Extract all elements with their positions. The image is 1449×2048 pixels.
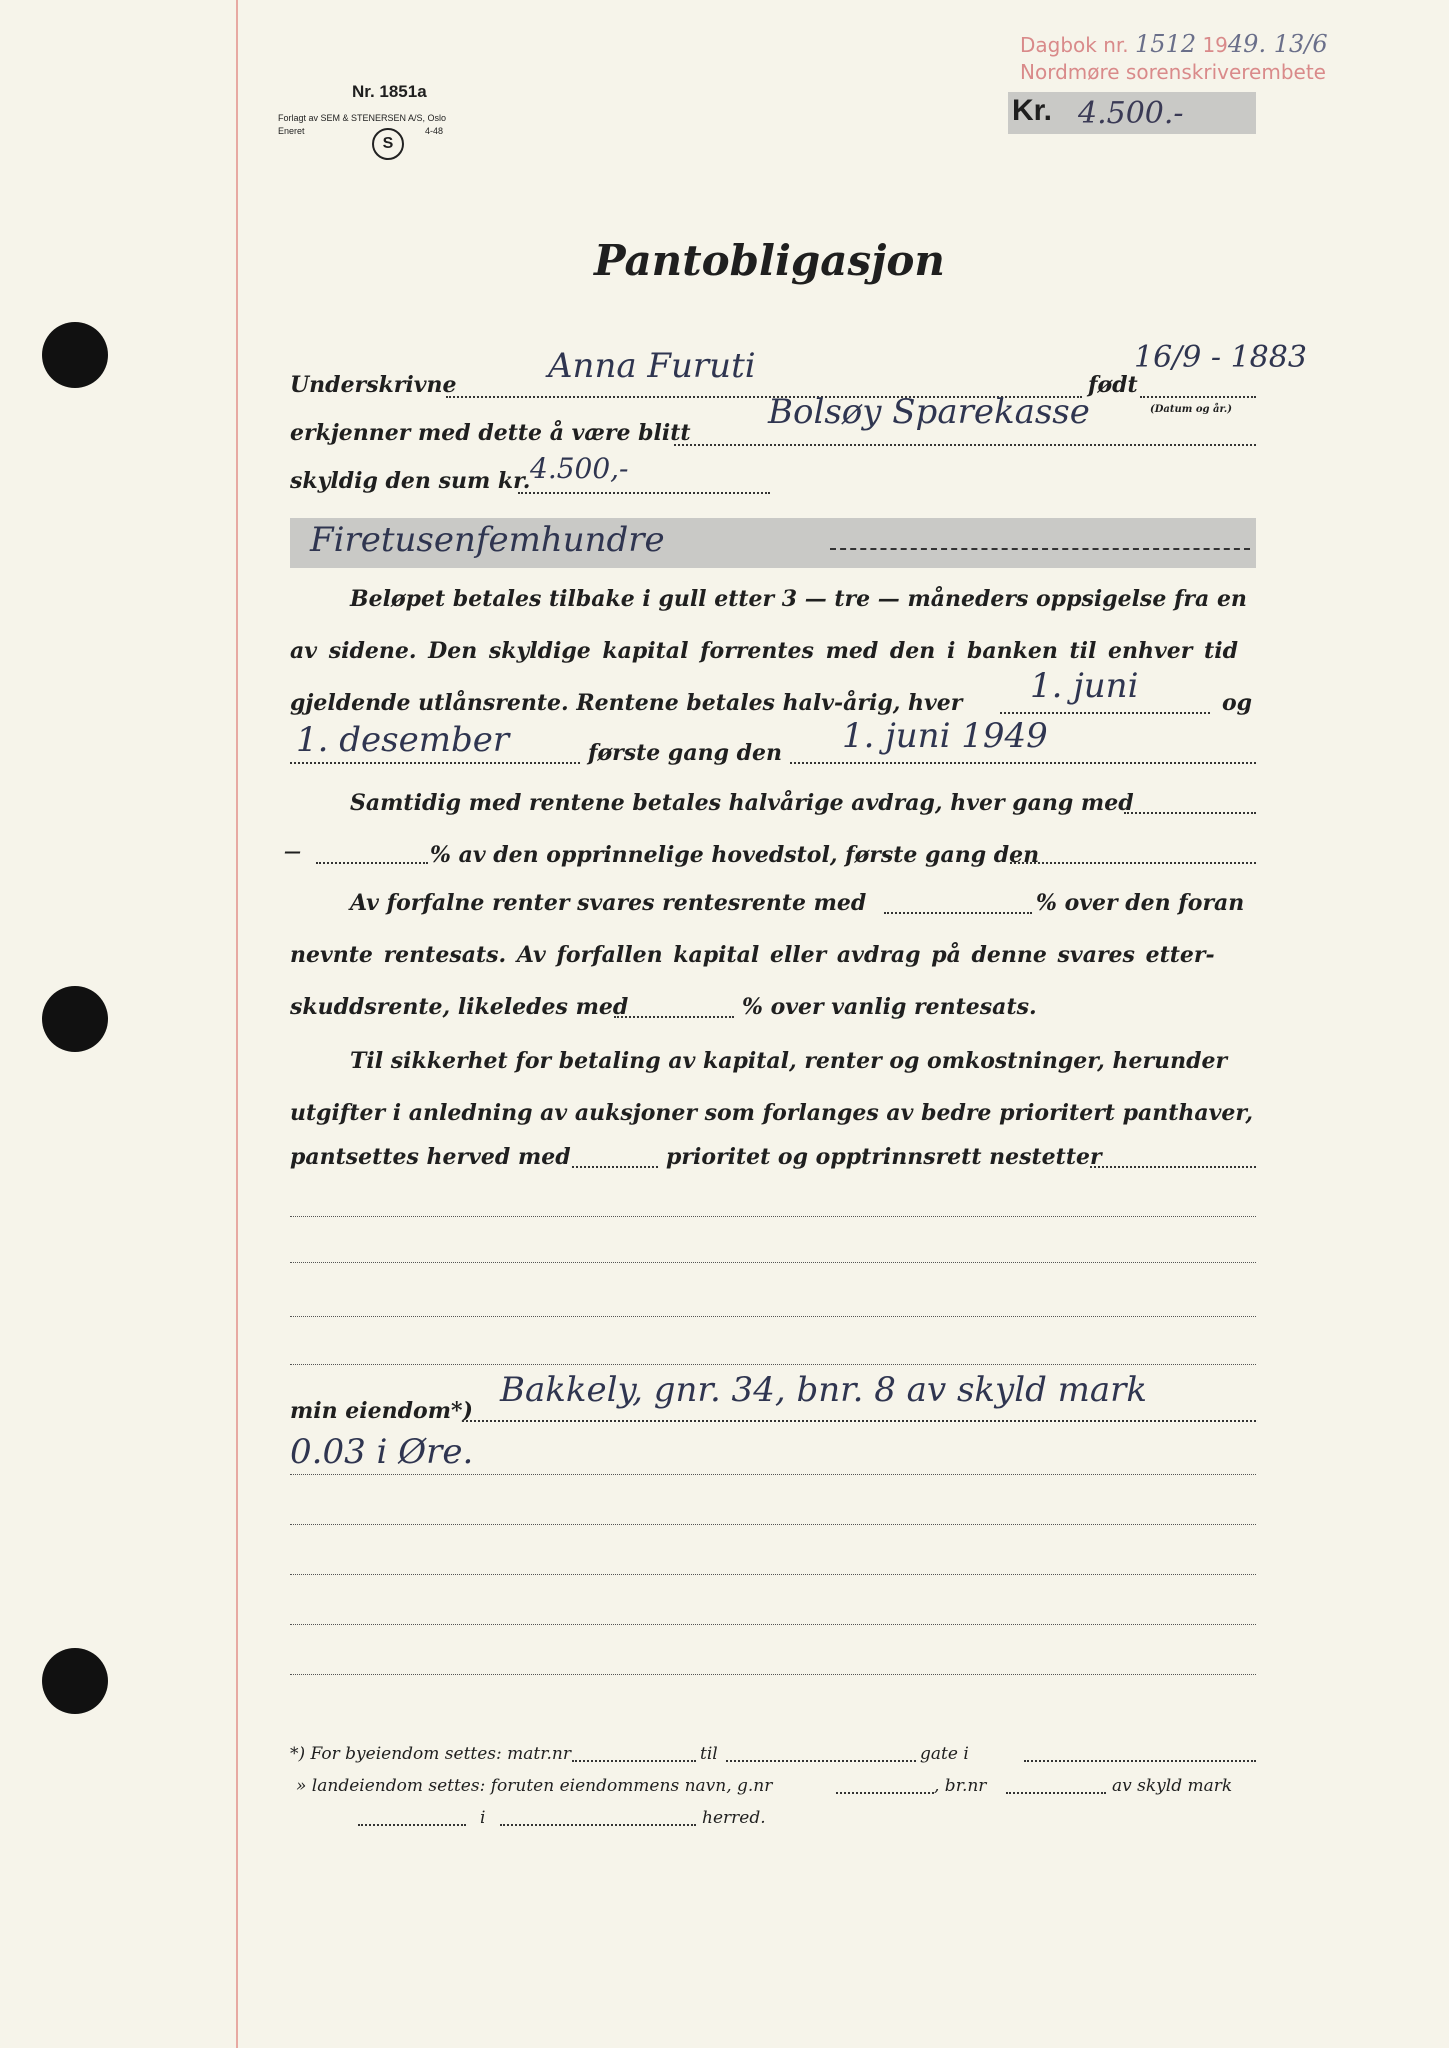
dotted-line [1090, 1166, 1256, 1168]
blank-line [290, 1524, 1256, 1525]
footnote-l3b: herred. [702, 1808, 766, 1828]
dotted-line [1140, 396, 1256, 398]
punch-hole [42, 322, 108, 388]
kr-label: Kr. [1012, 94, 1053, 127]
punch-hole [42, 1648, 108, 1714]
stamp-year: 19 [1202, 33, 1228, 57]
dashed-line [830, 548, 1250, 550]
p3-line3: skuddsrente, likeledes med [290, 994, 629, 1020]
dotted-line [572, 1166, 658, 1168]
underskrivne-label: Underskrivne [290, 372, 457, 398]
property-description: Bakkely, gnr. 34, bnr. 8 av skyld mark [500, 1370, 1148, 1410]
sum-figures: 4.500,- [530, 452, 629, 485]
interest-date-2: 1. desember [296, 720, 510, 760]
blank-line [290, 1364, 1256, 1365]
stamp-office: Nordmøre sorenskriverembete [1020, 60, 1326, 84]
footnote-l3a: i [480, 1808, 486, 1828]
footnote-l2c: av skyld mark [1112, 1776, 1233, 1796]
publisher-info [278, 112, 538, 138]
dotted-line [1000, 712, 1210, 714]
document-title: Pantobligasjon [594, 236, 945, 285]
forste-gang-label: første gang den [588, 740, 782, 766]
datum-hint: (Datum og år.) [1150, 404, 1233, 415]
p3-line1b: % over den foran [1036, 890, 1245, 916]
blank-line [290, 1262, 1256, 1263]
skyldig-label: skyldig den sum kr. [290, 468, 531, 494]
blank-line [290, 1316, 1256, 1317]
footnote-l2a: » landeiendom settes: foruten eiendommens navn, g.nr [296, 1776, 773, 1796]
margin-rule [236, 0, 238, 2048]
blank-line [290, 1474, 1256, 1475]
p2-line1: Samtidig med rentene betales halvårige avdrag, hver gang med [350, 790, 1134, 816]
sum-words: Firetusenfemhundre [310, 520, 665, 560]
dotted-line [1024, 1760, 1256, 1762]
stamp-label: Dagbok nr. [1020, 33, 1129, 57]
dotted-line [316, 862, 428, 864]
dotted-line [674, 444, 1256, 446]
dash-prefix: — [284, 842, 301, 862]
dotted-line [462, 1420, 1256, 1422]
footnote-l1a: *) For byeiendom settes: matr.nr [290, 1744, 571, 1764]
dotted-line [500, 1824, 696, 1826]
p4-line3b: prioritet og opptrinnsrett nestetter [666, 1144, 1102, 1170]
dotted-line [572, 1760, 696, 1762]
dotted-line [518, 492, 770, 494]
p3-line3b: % over vanlig rentesats. [742, 994, 1037, 1020]
p4-line3: pantsettes herved med [290, 1144, 571, 1170]
punch-hole [42, 986, 108, 1052]
p1-line3: gjeldende utlånsrente. Rentene betales halv-årig, hver [290, 690, 963, 716]
dotted-line [726, 1760, 916, 1762]
dotted-line [290, 762, 580, 764]
dotted-line [1124, 812, 1256, 814]
publisher-logo: S [372, 128, 404, 160]
dotted-line [614, 1016, 734, 1018]
footnote-l2b: , br.nr [934, 1776, 987, 1796]
dotted-line [1010, 862, 1256, 864]
interest-date-1: 1. juni [1030, 666, 1139, 706]
p4-line1: Til sikkerhet for betaling av kapital, renter og omkostninger, herunder [350, 1048, 1228, 1074]
p3-line2: nevnte rentesats. Av forfallen kapital eller avdrag på denne svares etter- [290, 942, 1215, 968]
footnote-l1c: gate i [920, 1744, 969, 1764]
blank-line [290, 1216, 1256, 1217]
footnote-l1b: til [700, 1744, 718, 1764]
dotted-line [1006, 1792, 1106, 1794]
blank-line [290, 1574, 1256, 1575]
property-label: min eiendom*) [290, 1398, 473, 1424]
p3-line1: Av forfalne renter svares rentesrente med [350, 890, 867, 916]
exclusive-label: Eneret [278, 126, 305, 136]
p4-line2: utgifter i anledning av auksjoner som forlanges av bedre prioritert panthaver, [290, 1100, 1254, 1126]
dotted-line [358, 1824, 466, 1826]
birth-date: 16/9 - 1883 [1134, 340, 1307, 375]
dotted-line [884, 912, 1032, 914]
p2-line2: % av den opprinnelige hovedstol, første gang den [430, 842, 1040, 868]
fodt-label: født [1088, 372, 1138, 398]
publisher-name: Forlagt av SEM & STENERSEN A/S, Oslo [278, 113, 447, 123]
form-number: Nr. 1851a [352, 82, 427, 101]
p1-line1: Beløpet betales tilbake i gull etter 3 — tre — måneders oppsigelse fra en [350, 586, 1247, 612]
og-label: og [1222, 690, 1253, 716]
dotted-line [790, 762, 1256, 764]
property-share: 0.03 i Øre. [290, 1432, 474, 1472]
stamp-date: 49. 13/6 [1227, 30, 1328, 58]
edition: 4-48 [425, 126, 444, 136]
erkjenner-label: erkjenner med dette å være blitt [290, 420, 691, 446]
first-interest-date: 1. juni 1949 [842, 716, 1048, 756]
blank-line [290, 1624, 1256, 1625]
debtor-name: Anna Furuti [548, 346, 756, 386]
blank-line [290, 1674, 1256, 1675]
stamp-dagbok-number: 1512 [1135, 30, 1197, 58]
kr-amount: 4.500.- [1078, 96, 1184, 131]
p1-line2: av sidene. Den skyldige kapital forrentes med den i banken til enhver tid [290, 638, 1238, 664]
registry-stamp [1020, 30, 1328, 58]
creditor-name: Bolsøy Sparekasse [768, 392, 1090, 432]
dotted-line [836, 1792, 934, 1794]
